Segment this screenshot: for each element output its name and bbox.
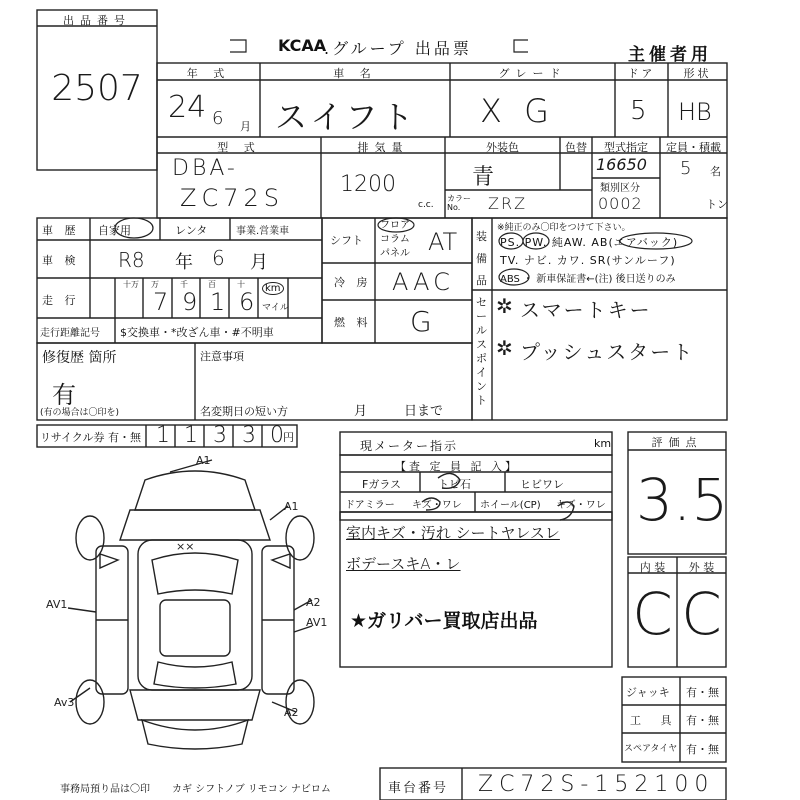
mark-left: AV1 bbox=[46, 598, 68, 611]
tools-label: 工 具 bbox=[630, 714, 680, 727]
color-code-value: ZRZ bbox=[488, 194, 528, 213]
sales-point-star-1: ✲ bbox=[496, 294, 513, 318]
lot-number-value: 2507 bbox=[51, 68, 143, 109]
inspection-year-unit: 年 bbox=[175, 252, 193, 273]
remarks-line-2: ボデースキA・レ bbox=[346, 555, 461, 573]
crack-label: ヒビワレ bbox=[520, 478, 564, 491]
notes-label: 注意事項 bbox=[200, 350, 244, 363]
recycle-unit: 円 bbox=[283, 431, 294, 444]
door-value: 5 bbox=[630, 96, 647, 126]
capacity-unit: 名 bbox=[710, 165, 721, 178]
mileage-label: 走 行 bbox=[42, 294, 80, 307]
mark-right-mid-1: A2 bbox=[306, 596, 321, 609]
office-items-label: 事務局預り品は〇印 bbox=[60, 784, 150, 795]
displacement-value: 1200 bbox=[340, 172, 396, 197]
door-mirror-label: ドアミラー bbox=[345, 500, 395, 511]
shift-option-panel: パネル bbox=[380, 248, 410, 259]
month-value: 6 bbox=[212, 108, 224, 129]
recycle-digit-0: 1 bbox=[156, 423, 170, 448]
year-label: 年 式 bbox=[186, 67, 231, 80]
organizer-label: 主催者用 bbox=[628, 45, 712, 65]
exterior-color-label: 外装色 bbox=[486, 141, 519, 154]
office-items-list: カギ シフトノブ リモコン ナビロム bbox=[172, 784, 331, 795]
inspector-hand-marks bbox=[410, 466, 610, 526]
mileage-unit-4: 十 bbox=[237, 280, 245, 289]
tools-options: 有・無 bbox=[686, 714, 719, 727]
door-label: ドア bbox=[627, 67, 656, 80]
color-code-label: カラーNo. bbox=[447, 194, 471, 212]
equipment-circle-marks bbox=[496, 230, 696, 288]
jack-options: 有・無 bbox=[686, 686, 719, 699]
capacity-value: 5 bbox=[680, 158, 692, 179]
renewal-label: 名変期日の短い方 bbox=[200, 405, 288, 418]
inspection-month-unit: 月 bbox=[250, 252, 268, 273]
type-designation-label: 型式指定 bbox=[604, 141, 648, 154]
car-damage-diagram bbox=[46, 450, 330, 770]
interior-label: 内 装 bbox=[639, 561, 666, 574]
aircon-value: AAC bbox=[392, 268, 454, 296]
model-value: ZC72S bbox=[180, 184, 284, 212]
mileage-record-label: 走行距離記号 bbox=[40, 328, 100, 339]
inspection-era: R8 bbox=[118, 248, 145, 272]
shift-option-column: コラム bbox=[380, 234, 410, 245]
equipment-line-2: TV. ナビ. カワ. SR(サンルーフ) bbox=[500, 254, 676, 267]
mileage-unit-1: 万 bbox=[151, 280, 159, 289]
private-circle-mark bbox=[112, 216, 156, 240]
grade-points-label: 評価点 bbox=[651, 436, 703, 449]
recycle-label: リサイクル券 有・無 bbox=[40, 431, 141, 444]
form-title: .グループ 出品票 bbox=[324, 39, 472, 58]
capacity-label: 定員・積載 bbox=[666, 141, 721, 154]
mark-right-bottom: A2 bbox=[284, 706, 299, 719]
displacement-label: 排気量 bbox=[357, 141, 409, 154]
month-unit: 月 bbox=[240, 120, 251, 133]
grade-label: グレード bbox=[498, 67, 567, 80]
recycle-digit-1: 1 bbox=[184, 423, 198, 448]
year-value: 24 bbox=[168, 90, 207, 125]
mark-roof: ×× bbox=[176, 540, 195, 553]
mark-right-mid-2: AV1 bbox=[306, 616, 328, 629]
recycle-digit-4: 0 bbox=[270, 423, 284, 448]
mark-left-bottom: Av3 bbox=[54, 696, 75, 709]
category-value: 0002 bbox=[598, 194, 643, 213]
mileage-mile-unit: マイル bbox=[262, 303, 289, 313]
model-label: 型 式 bbox=[217, 141, 261, 154]
sales-point-2: プッシュスタート bbox=[520, 340, 695, 364]
mileage-digit-3: 1 bbox=[210, 288, 226, 316]
inspection-month: 6 bbox=[212, 246, 225, 270]
fuel-value: G bbox=[410, 305, 432, 338]
shift-label: シフト bbox=[330, 234, 363, 247]
mark-right-top: A1 bbox=[284, 500, 299, 513]
remarks-line-1: 室内キズ・汚れ シートヤレスレ bbox=[346, 524, 560, 542]
spare-tire-label: スペアタイヤ bbox=[624, 744, 678, 754]
wheel-label: ホイール(CP) bbox=[480, 500, 541, 511]
door-mirror-options: キズ・ワレ bbox=[412, 500, 462, 511]
renewal-month-unit: 月 bbox=[354, 404, 368, 419]
inspection-label: 車 検 bbox=[42, 254, 80, 267]
car-name-label: 車 名 bbox=[333, 67, 377, 80]
equipment-side-label: 装備品 bbox=[476, 230, 487, 287]
exterior-color-value: 青 bbox=[472, 165, 495, 190]
history-rental: レンタ bbox=[175, 224, 208, 237]
exterior-label: 外 装 bbox=[688, 561, 715, 574]
sales-point-star-2: ✲ bbox=[496, 336, 513, 360]
mileage-record-options: $交換車・*改ざん車・#不明車 bbox=[120, 326, 274, 339]
mileage-km-unit: km bbox=[262, 282, 284, 295]
mileage-digit-1: 7 bbox=[153, 288, 169, 316]
model-value-prefix: DBA- bbox=[172, 156, 238, 181]
grade-points-value: 3.5 bbox=[636, 466, 729, 534]
chip-label: トビ石 bbox=[438, 478, 471, 491]
sales-points-side-label: セールスポイント bbox=[476, 296, 487, 407]
cc-unit: c.c. bbox=[418, 200, 434, 210]
fuel-label: 燃 料 bbox=[334, 316, 372, 329]
title-brand: KCAA bbox=[278, 36, 327, 55]
equipment-line-3: ABS ・ 新車保証書←(注) 後日送りのみ bbox=[500, 274, 676, 285]
shift-option-floor: フロア bbox=[380, 220, 410, 231]
meter-unit: km bbox=[594, 437, 612, 450]
spare-tire-options: 有・無 bbox=[686, 743, 719, 756]
equipment-note: ※純正のみ〇印をつけて下さい。 bbox=[497, 223, 631, 233]
repair-label: 修復歴 箇所 bbox=[42, 350, 117, 366]
aircon-label: 冷 房 bbox=[334, 276, 372, 289]
wheel-options: キズ・ワレ bbox=[556, 500, 606, 511]
floor-circle-mark bbox=[376, 216, 418, 234]
recycle-digit-2: 3 bbox=[213, 423, 227, 448]
repair-note: (有の場合は〇印を) bbox=[40, 408, 120, 418]
category-label: 類別区分 bbox=[600, 183, 640, 194]
equipment-line-1: PS. PW. 純AW. AB(エアバック) bbox=[500, 236, 679, 249]
mark-top: A1 bbox=[196, 454, 211, 467]
exterior-grade: C bbox=[681, 580, 722, 648]
shift-value: AT bbox=[428, 228, 458, 256]
inspector-title: 【査 定 員 記 入】 bbox=[395, 460, 519, 473]
car-name-value: スイフト bbox=[275, 98, 418, 136]
f-glass-label: Fガラス bbox=[362, 478, 401, 491]
type-designation-value: 16650 bbox=[596, 155, 647, 174]
mileage-unit-0: 十万 bbox=[123, 280, 139, 289]
dealer-remark: ★ガリバー買取店出品 bbox=[350, 610, 538, 632]
history-private: 自家用 bbox=[98, 224, 131, 237]
color-change-label: 色替 bbox=[565, 141, 587, 154]
repair-value: 有 bbox=[52, 381, 76, 409]
ton-unit: トン bbox=[706, 198, 728, 211]
shape-value: HB bbox=[678, 98, 712, 126]
lot-number-label: 出品番号 bbox=[63, 14, 131, 27]
interior-grade: C bbox=[632, 580, 673, 648]
mileage-unit-2: 千 bbox=[180, 280, 188, 289]
sales-point-1: スマートキー bbox=[520, 298, 652, 322]
mileage-digit-2: 9 bbox=[182, 288, 198, 316]
history-business: 事業.営業車 bbox=[236, 226, 290, 237]
chassis-label: 車台番号 bbox=[388, 781, 449, 796]
shape-label: 形状 bbox=[683, 67, 712, 80]
renewal-day-unit: 日まで bbox=[404, 404, 444, 419]
chassis-value: ZC72S-152100 bbox=[478, 772, 715, 797]
grade-value: X G bbox=[480, 92, 555, 130]
mileage-unit-3: 百 bbox=[208, 280, 216, 289]
mileage-digit-4: 6 bbox=[239, 288, 255, 316]
recycle-digit-3: 3 bbox=[242, 423, 256, 448]
meter-label: 現メーター指示 bbox=[360, 439, 459, 453]
history-label: 車 歴 bbox=[42, 224, 80, 237]
jack-label: ジャッキ bbox=[626, 686, 670, 699]
